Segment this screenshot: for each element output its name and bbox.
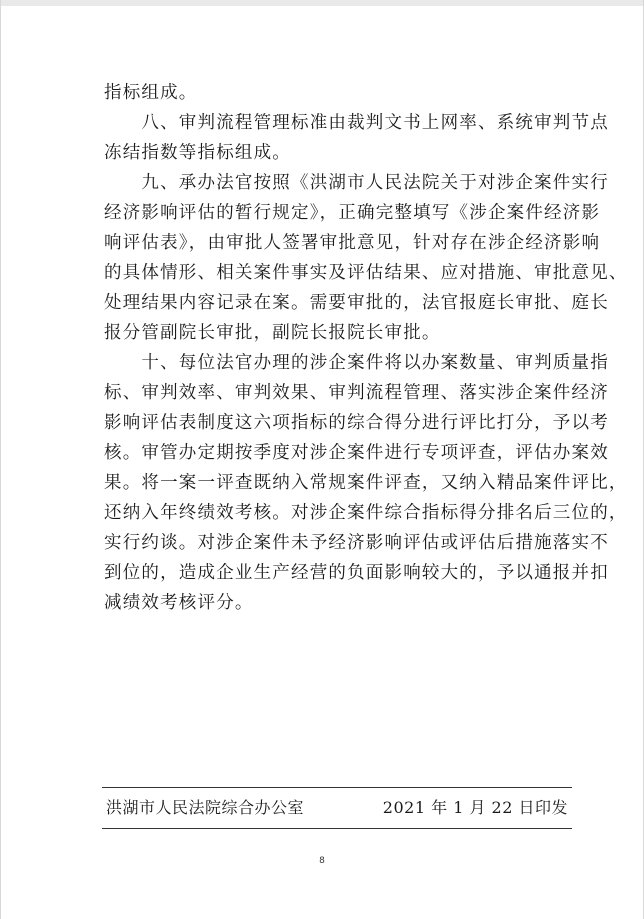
body-line: 核。审管办定期按季度对涉企案件进行专项评查，评估办案效 — [104, 443, 609, 463]
body-line: 标、审判效率、审判效果、审判流程管理、落实涉企案件经济 — [104, 383, 609, 403]
body-line: 减绩效考核评分。 — [104, 593, 254, 613]
document-footer — [102, 787, 572, 829]
body-line: 还纳入年终绩效考核。对涉企案件综合指标得分排名后三位的， — [104, 503, 628, 523]
body-line: 实行约谈。对涉企案件未予经济影响评估或评估后措施落实不 — [104, 533, 609, 553]
body-line: 报分管副院长审批，副院长报院长审批。 — [104, 323, 441, 343]
body-line: 冻结指数等指标组成。 — [104, 143, 291, 163]
body-line: 指标组成。 — [104, 83, 198, 103]
body-line: 的具体情形、相关案件事实及评估结果、应对措施、审批意见、 — [104, 263, 628, 283]
body-line: 响评估表》，由审批人签署审批意见，针对存在涉企经济影响 — [104, 233, 601, 253]
document-body — [104, 78, 628, 618]
body-line: 处理结果内容记录在案。需要审批的，法官报庭长审批、庭长 — [104, 293, 609, 313]
body-line: 经济影响评估的暂行规定》，正确完整填写《涉企案件经济影 — [104, 203, 601, 223]
issuer-office: 洪湖市人民法院综合办公室 — [106, 798, 305, 817]
body-line: 八、审判流程管理标准由裁判文书上网率、系统审判节点 — [104, 113, 609, 133]
issue-date: 2021 年 1 月 22 日印发 — [382, 798, 568, 817]
footer-row — [102, 788, 572, 828]
body-line: 十、每位法官办理的涉企案件将以办案数量、审判质量指 — [104, 353, 609, 373]
page-number: 8 — [319, 856, 325, 866]
scan-top-edge — [0, 0, 644, 6]
body-line: 九、承办法官按照《洪湖市人民法院关于对涉企案件实行 — [104, 173, 609, 193]
body-line: 到位的，造成企业生产经营的负面影响较大的，予以通报并扣 — [104, 563, 609, 583]
footer-bottom-rule — [102, 828, 572, 829]
body-line: 果。将一案一评查既纳入常规案件评查，又纳入精品案件评比， — [104, 473, 628, 493]
body-line: 影响评估表制度这六项指标的综合得分进行评比打分，予以考 — [104, 413, 609, 433]
